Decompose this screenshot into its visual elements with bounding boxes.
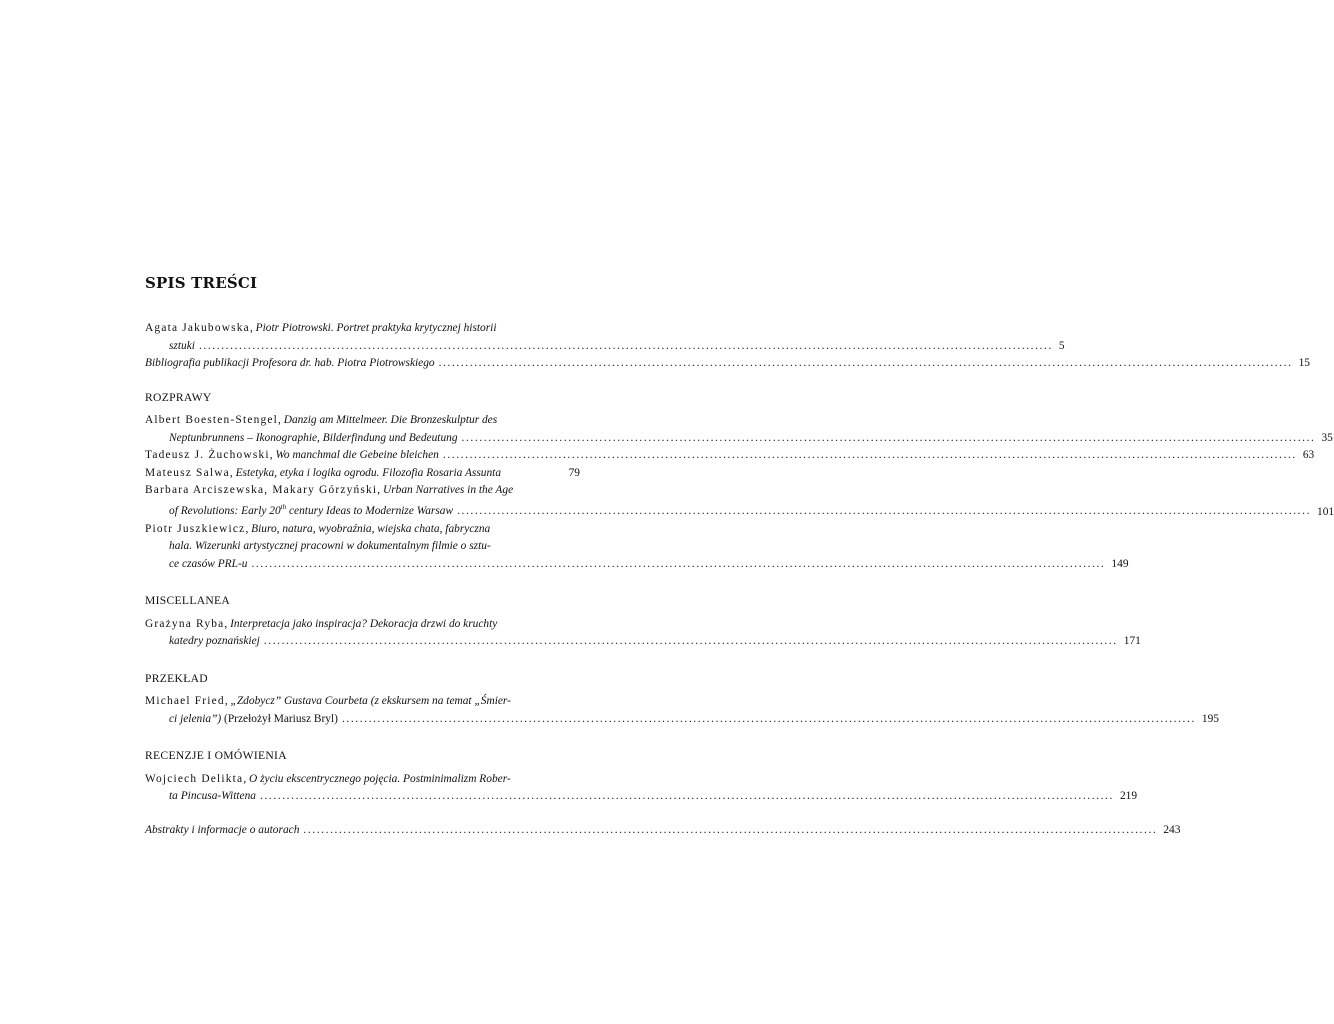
entry-author: Piotr Juszkiewicz bbox=[145, 522, 246, 535]
entry-title: Piotr Piotrowski. Portret praktyka krytycznej historii bbox=[255, 322, 497, 334]
entry-author: Barbara Arciszewska, Makary Górzyński bbox=[145, 484, 378, 496]
dot-leader bbox=[457, 505, 1311, 517]
dot-leader bbox=[264, 635, 1118, 647]
entry-title: Wo manchmal die Gebeine bleichen bbox=[275, 449, 439, 461]
section-heading-recenzje: RECENZJE I OMÓWIENIA bbox=[145, 749, 287, 763]
entry-author: Michael Fried bbox=[145, 695, 225, 708]
entry-page: 63 bbox=[1302, 449, 1315, 461]
entry-page: 101 bbox=[1317, 505, 1334, 518]
entry-author: Agata Jakubowska bbox=[145, 322, 250, 334]
entry-page: 5 bbox=[1058, 339, 1065, 352]
entry-page: 195 bbox=[1201, 712, 1219, 725]
toc-entry bbox=[145, 355, 1310, 373]
entry-author: Grażyna Ryba bbox=[145, 617, 225, 630]
toc-title: SPIS TREŚCI bbox=[145, 274, 258, 292]
dot-leader bbox=[462, 432, 1316, 444]
translator-note: (Przełożył Mariusz Bryl) bbox=[221, 712, 338, 725]
toc-entry: Michael Fried, „Zdobycz” Gustava Courbeta (z ekskursem na temat „Śmier- ci jelenia”) (Przełożył Mariusz Bryl) ..... 195 bbox=[145, 693, 580, 728]
dot-leader bbox=[443, 447, 1297, 465]
entry-page: 219 bbox=[1119, 790, 1138, 803]
entry-title: Abstrakty i informacje o autorach bbox=[145, 823, 300, 836]
section-heading-rozprawy: ROZPRAWY bbox=[145, 390, 212, 404]
entry-author: Albert Boesten-Stengel bbox=[145, 414, 279, 426]
toc-entry: Mateusz Salwa, Estetyka, etyka i logika ogrodu. Filozofia Rosaria Assunta 79 bbox=[145, 465, 580, 483]
entry-title: „Zdobycz” Gustava Courbeta (z ekskursem na temat „Śmier- bbox=[230, 695, 511, 708]
toc-entry: Wojciech Delikta, O życiu ekscentrycznego pojęcia. Postminimalizm Rober- ta Pincusa-Wittena ..... 219 bbox=[145, 771, 580, 806]
entry-title: Danzig am Mittelmeer. Die Bronzeskulptur des bbox=[283, 414, 498, 426]
entry-title: Interpretacja jako inspiracja? Dekoracja drzwi do kruchty bbox=[230, 617, 498, 630]
toc-entry: Tadeusz J. Żuchowski, Wo manchmal die Gebeine bleichen ..... 63 bbox=[145, 447, 580, 465]
toc-entry bbox=[145, 822, 1181, 840]
entry-author: Mateusz Salwa bbox=[145, 466, 230, 479]
entry-title-cont: sztuki bbox=[169, 339, 195, 352]
entry-page: 243 bbox=[1163, 823, 1181, 836]
dot-leader bbox=[260, 790, 1114, 802]
dot-leader bbox=[342, 713, 1196, 725]
entry-author: Wojciech Delikta bbox=[145, 772, 244, 785]
entry-page: 79 bbox=[568, 466, 580, 479]
toc-entry: Piotr Juszkiewicz, Biuro, natura, wyobraźnia, wiejska chata, fabryczna hala. Wizerunki artystycznej pracowni w dokumentalnym filmie o sztu- ce czasów PRL-u ..... 149 bbox=[145, 521, 580, 574]
toc-entry: Barbara Arciszewska, Makary Górzyński, Urban Narratives in the Age of Revolutions: Early 20th century Ideas to Modernize Warsaw ..... 101 bbox=[145, 482, 580, 521]
entry-page: 149 bbox=[1111, 557, 1129, 570]
entry-title: Bibliografia publikacji Profesora dr. hab. Piotra Piotrowskiego bbox=[145, 357, 435, 369]
entry-author: Tadeusz J. Żuchowski bbox=[145, 449, 270, 461]
toc-entry: Grażyna Ryba, Interpretacja jako inspiracja? Dekoracja drzwi do kruchty katedry poznańskiej ..... 171 bbox=[145, 616, 580, 651]
entry-title: Biuro, natura, wyobraźnia, wiejska chata, fabryczna bbox=[251, 522, 491, 535]
toc-entry: Agata Jakubowska, Piotr Piotrowski. Portret praktyka krytycznej historii sztuki ..... 5 bbox=[145, 320, 580, 355]
entry-page: 15 bbox=[1298, 357, 1310, 369]
section-heading-miscellanea: MISCELLANEA bbox=[145, 594, 231, 608]
section-heading-przeklad: PRZEKŁAD bbox=[145, 671, 208, 685]
dot-leader bbox=[439, 355, 1293, 373]
entry-title: Estetyka, etyka i logika ogrodu. Filozofia Rosaria Assunta bbox=[235, 466, 502, 479]
dot-leader bbox=[251, 558, 1105, 570]
dot-leader bbox=[303, 822, 1157, 840]
table-of-contents bbox=[145, 320, 1334, 839]
dot-leader bbox=[199, 340, 1053, 352]
entry-page: 171 bbox=[1123, 635, 1141, 648]
entry-page: 35 bbox=[1321, 431, 1333, 444]
entry-title: O życiu ekscentrycznego pojęcia. Postminimalizm Rober- bbox=[249, 772, 511, 785]
toc-entry: Albert Boesten-Stengel, Danzig am Mittelmeer. Die Bronzeskulptur des Neptunbrunnens – Ikonographie, Bilderfindung und Bedeutung ..... 35 bbox=[145, 412, 580, 447]
entry-title: Urban Narratives in the Age bbox=[382, 484, 514, 496]
